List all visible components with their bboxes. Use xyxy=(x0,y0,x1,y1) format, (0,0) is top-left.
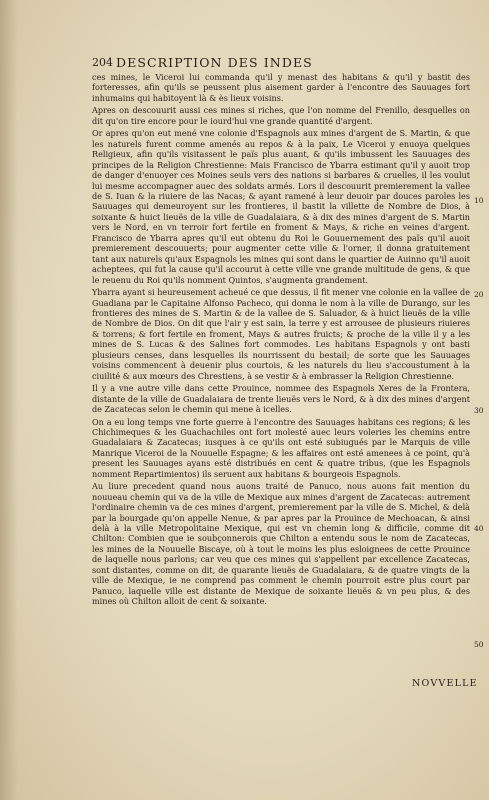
margin-line-number: 50 xyxy=(474,640,484,649)
paragraph-7: Au liure precedent quand nous auons traité de Panuco, nous auons fait mention du nouueau chemin qui va de la ville de Mexique aux mines d'argent de Zacatecas: autrement l'ordinaire chemin va de ces mines d'argent, premierement par la ville de S. Michel, & delà par la bourgade qu'on appelle Nenue, & par apres par la Prouince de Mechoacan, & ainsi delà à la ville Metropolitaine Mexique, qui est vn chemin long & difficile, comme dit Chilton: Combien que ie soubçonnerois que Chilton a entendu sous le nom de Zacatecas, les mines de la Nouuelle Biscaye, où à tout le moins les plus esloignees de cette Prouince de laquelle nous parlons; car veu que ces mines qui s'appellent par excellence Zacatecas, sont distantes, comme on dit, de quarante lieuës de Guadalaiara, & de quatre vingts de la ville de Mexique, ie ne comprend pas comment le chemin pourroit estre plus court par Panuco, laquelle ville est distante de Mexique de soixante lieuës & vn peu plus, & des mines où Chilton alloit de cent & soixante. xyxy=(92,481,470,607)
margin-line-number: 40 xyxy=(474,524,484,533)
paragraph-1: ces mines, le Viceroi lui commanda qu'il y menast des habitans & qu'il y bastit des forteresses, afin qu'ils se peussent plus aisement garder à l'encontre des Sauuages fort inhumains qui habitoyent là & ès lieux voisins. xyxy=(92,72,470,103)
margin-line-number: 20 xyxy=(474,290,484,299)
paragraph-6: On a eu long temps vne forte guerre à l'encontre des Sauuages habitans ces regions; & les Chichimeques & les Guachachiles ont fort molesté auec leurs voleries les chemins entre Guadalaiara & Zacatecas; iusques à ce qu'ils ont esté subiugués par le Marquis de ville Manrique Viceroi de la Nouuelle Espagne; & les affaires ont esté amenees à ce point, qu'à present les Sauuages ayans esté distribués en cent & quatre tribus, (que les Espagnols nomment Repartimientos) ils seruent aux habitans & bourgeois Espagnols. xyxy=(92,416,470,479)
paragraph-5: Il y a vne autre ville dans cette Prouince, nommee des Espagnols Xeres de la Frontera, distante de la ville de Guadalaiara de trente lieuës vers le Nord, & à dix des mines d'argent de Zacatecas selon le chemin qui mene à icelles. xyxy=(92,383,470,415)
catchword: NOVVELLE xyxy=(412,678,478,689)
margin-line-number: 10 xyxy=(474,196,484,205)
paragraph-3: Or apres qu'on eut mené vne colonie d'Espagnols aux mines d'argent de S. Martin, & que les naturels furent comme amenés au repos & à la paix, Le Viceroi y enuoya quelques Religieux, afin qu'ils visitassent le païs plus auant, & qu'ils imbussent les Sauuages des principes de la Religion Chrestienne: Mais Francisco de Ybarra estimant qu'il y auoit trop de danger d'enuoyer ces Moines seuls vers des nations si barbares & cruelles, il les voulut lui mesme accompagner auec des soldats armés. Lors il descouurit premierement la vallee de S. Iuan & la riuiere de las Nacas; & ayant ramené à leur deuoir par douces paroles les Sauuages qui demeuroyent sur les frontieres, il bastit la villette de Nombre de Dios, à soixante & huict lieuës de la ville de Guadalaiara, & à dix des mines d'argent de S. Martin vers le Nord, en vn terroir fort fertile en froment & Mays, & riche en veines d'argent. Francisco de Ybarra apres qu'il eut obtenu du Roi le Gouuernement des païs qu'il auoit premierement descouuerts; pour augmenter cette ville & l'orner, il donna gratuitement tant aux naturels qu'aux Espagnols les mines qui sont dans le quartier de Auinno qu'il auoit acheptees, qui fut la cause qu'il accourut à cette ville vne grande multitude de gens, & que le reuenu du Roi qu'ils nomment Quintos, s'augmenta grandement. xyxy=(92,128,470,285)
page-number: 204 xyxy=(92,56,113,69)
margin-line-number: 30 xyxy=(474,406,484,415)
running-header xyxy=(92,55,470,73)
page-gutter xyxy=(0,0,18,800)
paragraph-2: Apres on descouurit aussi ces mines si riches, que l'on nomme del Frenillo, desquelles on dit qu'on tire encore pour le iourd'hui vne grande quantité d'argent. xyxy=(92,105,470,126)
running-title: DESCRIPTION DES INDES xyxy=(116,55,313,70)
body-text xyxy=(92,72,470,609)
paragraph-4: Ybarra ayant si heureusement acheué ce que dessus, il fit mener vne colonie en la vallee de Guadiana par le Capitaine Alfonso Pacheco, qui donna le nom à la ville de Durango, sur les frontieres des mines de S. Martin & de la vallee de S. Saluador, & à huict lieuës de la ville de Nombre de Dios. On dit que l'air y est sain, la terre y est arrousee de plusieurs riuieres & torrens; & fort fertile en froment, Mays & autres fruicts; & proche de la ville il y a les mines de S. Lucas & des Salines fort commodes. Les habitans Espagnols y ont basti plusieurs censes, dans lesquelles ils nourrissent du bestail; de sorte que les Sauuages voisins commencent à deuenir plus courtois, & les naturels du lieu s'accoustument à la ciuilité & aux mœurs des Chrestiens, à se vestir & à embrasser la Religion Chrestienne. xyxy=(92,287,470,381)
